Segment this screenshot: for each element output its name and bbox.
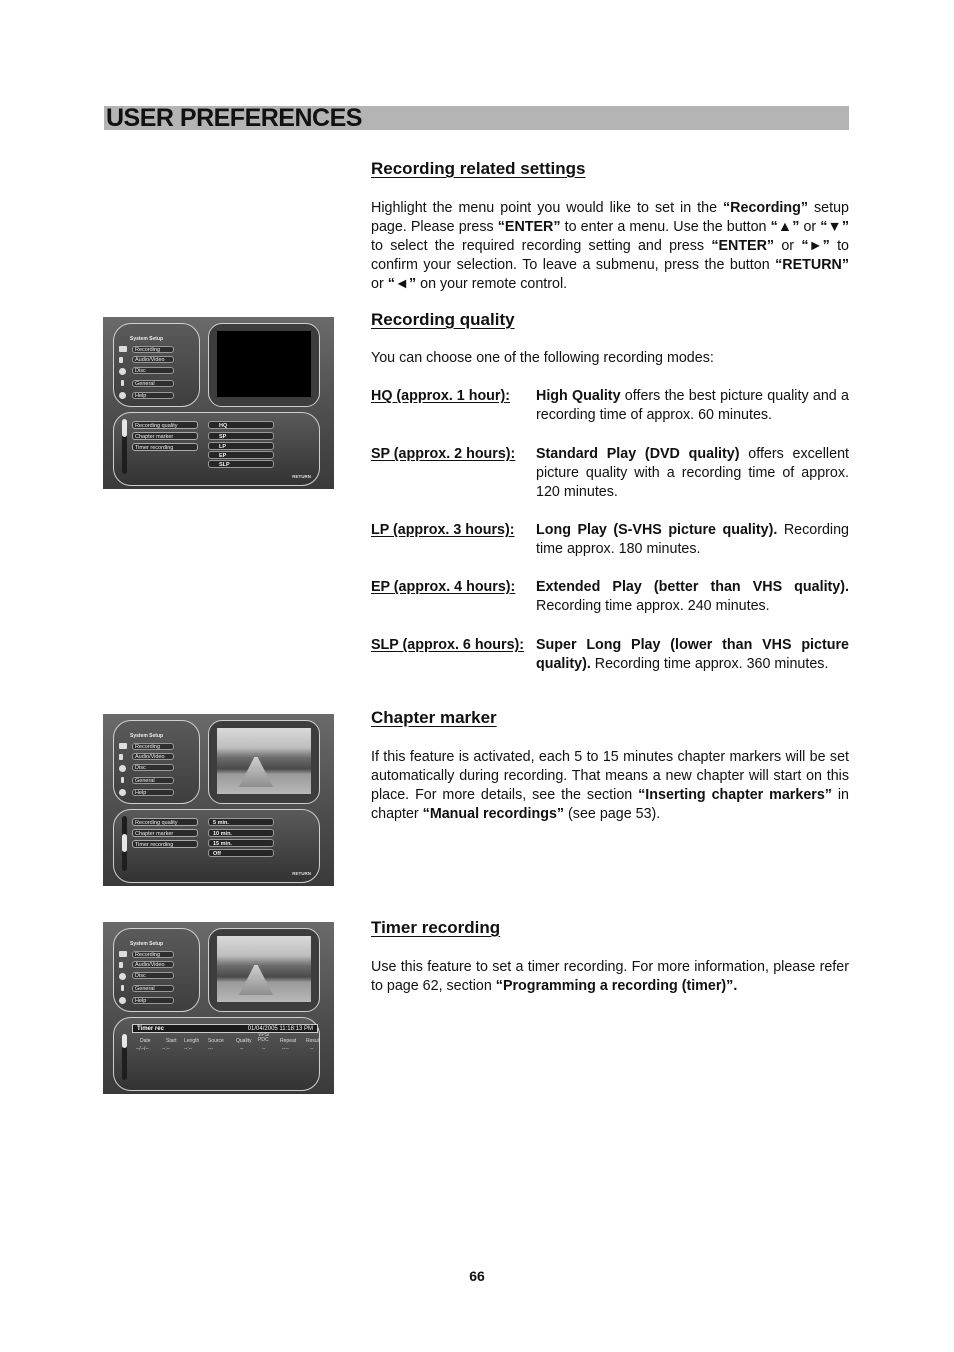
preview-screen xyxy=(217,331,311,397)
recording-icon xyxy=(119,743,127,749)
menu-item-recording: Recording xyxy=(132,346,174,353)
section-heading-recording-quality: Recording quality xyxy=(371,310,515,329)
recording-icon xyxy=(119,346,127,352)
audio-video-icon xyxy=(119,962,123,968)
submenu-panel xyxy=(113,809,320,883)
option-lp: LP xyxy=(208,442,274,450)
menu-item-general: General xyxy=(132,985,174,992)
audio-video-icon xyxy=(119,754,123,760)
menu-item-audio-video: Audio/Video xyxy=(132,356,174,363)
mode-desc-lp: Long Play (S-VHS picture quality). Recording time approx. 180 minutes. xyxy=(536,522,849,557)
mode-desc-ep: Extended Play (better than VHS quality). Recording time approx. 240 minutes. xyxy=(536,579,849,614)
option-hq: HQ xyxy=(208,421,274,429)
screenshot-timer-recording xyxy=(103,922,334,1094)
sub-item-timer-recording: Timer recording xyxy=(132,443,198,451)
sub-item-recording-quality: Recording quality xyxy=(132,421,198,429)
menu-item-audio-video: Audio/Video xyxy=(132,961,174,968)
mode-desc-slp: Super Long Play (lower than VHS picture quality). Recording time approx. 360 minutes. xyxy=(536,637,849,672)
sub-item-recording-quality: Recording quality xyxy=(132,818,198,826)
page-title: USER PREFERENCES xyxy=(106,104,362,132)
sub-item-chapter-marker: Chapter marker xyxy=(132,829,198,837)
menu-item-disc: Disc xyxy=(132,367,174,374)
option-5-min: 5 min. xyxy=(208,818,274,826)
disc-icon xyxy=(119,765,126,772)
setup-menu-panel xyxy=(113,720,200,804)
menu-item-disc: Disc xyxy=(132,764,174,771)
menu-head: System Setup xyxy=(130,733,164,739)
section-heading-chapter-marker: Chapter marker xyxy=(371,708,497,727)
option-sp: SP xyxy=(208,432,274,440)
menu-head: System Setup xyxy=(130,941,164,947)
general-icon xyxy=(121,777,124,783)
mode-label-sp: SP (approx. 2 hours): xyxy=(371,446,516,462)
option-slp: SLP xyxy=(208,460,274,468)
screenshot-chapter-marker xyxy=(103,714,334,886)
timer-title-bar: Timer rec 01/04/2005 11:18:13 PM xyxy=(132,1024,318,1033)
scrollbar xyxy=(122,1034,127,1080)
mode-label-lp: LP (approx. 3 hours): xyxy=(371,522,515,538)
setup-menu-panel xyxy=(113,928,200,1012)
submenu-panel xyxy=(113,412,320,486)
quality-lead: You can choose one of the following recording modes: xyxy=(371,350,714,366)
scrollbar xyxy=(122,419,127,474)
menu-item-help: Help xyxy=(132,392,174,399)
preview-panel xyxy=(208,720,320,804)
timer-panel: Timer rec 01/04/2005 11:18:13 PM Date Start Length Source Quality VPS/ PDC Repeat Result --/--/-- --:-- --:-- --- -- -- ---- -- xyxy=(113,1017,320,1091)
section-heading-recording-settings: Recording related settings xyxy=(371,159,586,178)
sub-item-chapter-marker: Chapter marker xyxy=(132,432,198,440)
option-10-min: 10 min. xyxy=(208,829,274,837)
mode-desc-sp: Standard Play (DVD quality) offers excellent picture quality with a recording time of approx. 120 minutes. xyxy=(536,446,849,500)
intro-paragraph: Highlight the menu point you would like to set in the “Recording” setup page. Please press “ENTER” to enter a menu. Use the button “▲” or “▼” to select the required recording setting and press “ENTER” or “►” to confirm your selection. To leave a submenu, press the button “RETURN” or “◄” on your remote control. xyxy=(371,200,849,292)
mode-desc-hq: High Quality offers the best picture quality and a recording time of approx. 60 minutes. xyxy=(536,388,849,423)
timer-paragraph: Use this feature to set a timer recording. For more information, please refer to page 62, section “Programming a recording (timer)”. xyxy=(371,959,849,994)
recording-icon xyxy=(119,951,127,957)
sub-item-timer-recording: Timer recording xyxy=(132,840,198,848)
preview-panel xyxy=(208,323,320,407)
page-number: 66 xyxy=(469,1268,485,1284)
return-label: RETURN xyxy=(292,871,311,876)
general-icon xyxy=(121,380,124,386)
menu-head: System Setup xyxy=(130,336,164,342)
help-icon xyxy=(119,789,126,796)
general-icon xyxy=(121,985,124,991)
screenshot-recording-quality xyxy=(103,317,334,489)
option-off: Off xyxy=(208,849,274,857)
mode-label-hq: HQ (approx. 1 hour): xyxy=(371,388,510,404)
section-heading-timer-recording: Timer recording xyxy=(371,918,501,937)
help-icon xyxy=(119,392,126,399)
menu-item-help: Help xyxy=(132,997,174,1004)
mode-label-slp: SLP (approx. 6 hours): xyxy=(371,637,525,653)
help-icon xyxy=(119,997,126,1004)
audio-video-icon xyxy=(119,357,123,363)
preview-panel xyxy=(208,928,320,1012)
option-15-min: 15 min. xyxy=(208,839,274,847)
setup-menu-panel xyxy=(113,323,200,407)
chapter-paragraph: If this feature is activated, each 5 to 15 minutes chapter markers will be set automatically during recording. That means a new chapter will start on this place. For more details, see the section “Inserting chapter markers” in chapter “Manual recordings” (see page 53). xyxy=(371,749,850,822)
disc-icon xyxy=(119,973,126,980)
menu-item-disc: Disc xyxy=(132,972,174,979)
menu-item-recording: Recording xyxy=(132,743,174,750)
menu-item-audio-video: Audio/Video xyxy=(132,753,174,760)
return-label: RETURN xyxy=(292,474,311,479)
option-ep: EP xyxy=(208,451,274,459)
menu-item-recording: Recording xyxy=(132,951,174,958)
scrollbar xyxy=(122,816,127,871)
mode-label-ep: EP (approx. 4 hours): xyxy=(371,579,516,595)
menu-item-help: Help xyxy=(132,789,174,796)
menu-item-general: General xyxy=(132,777,174,784)
disc-icon xyxy=(119,368,126,375)
menu-item-general: General xyxy=(132,380,174,387)
